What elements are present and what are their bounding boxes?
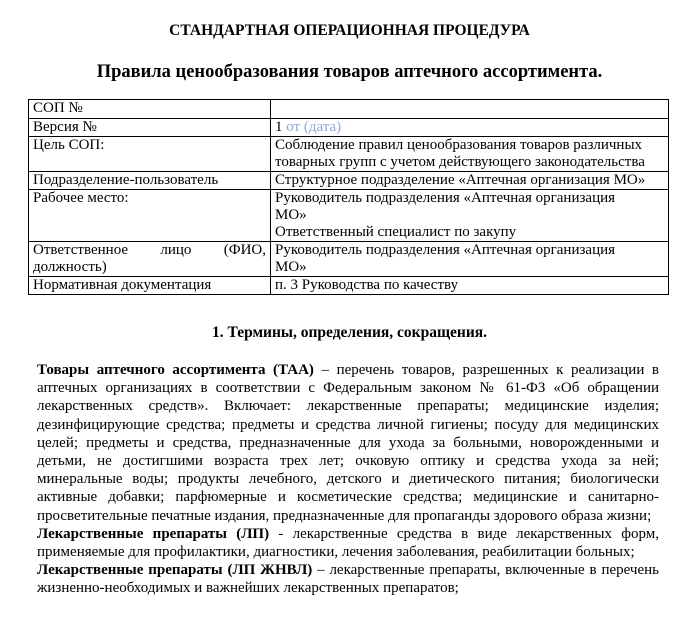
value-line: МО» [275, 259, 307, 275]
value-line: Руководитель подразделения «Аптечная организация [275, 190, 616, 206]
row-value [271, 119, 669, 137]
value-line: товарных групп с учетом действующего законодательства [275, 154, 645, 170]
sop-info-table [28, 99, 669, 295]
row-label [29, 242, 271, 277]
row-value [271, 137, 669, 172]
value-line: МО» [275, 207, 307, 223]
definition-text: - лекарственные средства в виде лекарственных форм, применяемые для профилактики, диагностики, лечения заболевания, реабилитации больных; [37, 525, 660, 561]
version-number: 1 [275, 119, 283, 135]
table-row [29, 277, 669, 295]
row-value [271, 190, 669, 242]
version-date-placeholder: от (дата) [286, 119, 342, 135]
value-line: Ответственный специалист по закупу [275, 224, 517, 240]
row-label: Нормативная документация [29, 277, 271, 295]
row-label: Цель СОП: [29, 137, 271, 172]
row-value [271, 100, 669, 119]
row-value [271, 242, 669, 277]
label-line: должность) [33, 259, 107, 275]
value-line: Руководитель подразделения «Аптечная организация [275, 242, 616, 258]
table-row [29, 100, 669, 119]
definition-text: – лекарственные препараты, включенные в перечень жизненно-необходимых и важнейших лекарственных препаратов; [37, 562, 659, 597]
value-line: Соблюдение правил ценообразования товаров различных [275, 137, 643, 153]
definition-text: – перечень товаров, разрешенных к реализации в аптечных организациях в соответствии с Федеральным законом № 61-ФЗ «Об обращении лекарственных средств». Включает: лекарственные препараты; медицинские изделия; дезинфицирующие средства; предметы и средства личной гигиены; посуду для медицинских целей; предметы и средства, предназначенные для ухода за больными, новорожденными и детьми, не достигшими возраста трех лет; очковую оптику и средства ухода за ней; минеральные воды; продукты лечебного, детского и диетического питания; биологически активные добавки; парфюмерные и косметические средства; медицинские и санитарно-просветительные печатные издания, предназначенные для пропаганды здорового образа жизни; [37, 362, 660, 524]
table-row [29, 190, 669, 242]
definition-paragraph [37, 525, 659, 561]
row-value: Структурное подразделение «Аптечная организация МО» [271, 172, 669, 190]
definition-paragraph [37, 361, 659, 525]
definition-term: Товары аптечного ассортимента (ТАА) [37, 362, 314, 378]
document-subtitle: Правила ценообразования товаров аптечного ассортимента. [96, 62, 603, 82]
row-label: СОП № [29, 100, 271, 119]
definition-term: Лекарственные препараты (ЛП) [37, 525, 270, 542]
row-label: Подразделение-пользователь [29, 172, 271, 190]
table-row [29, 137, 669, 172]
table-row [29, 172, 669, 190]
table-row [29, 119, 669, 137]
document-title: СТАНДАРТНАЯ ОПЕРАЦИОННАЯ ПРОЦЕДУРА [169, 22, 530, 39]
row-value: п. 3 Руководства по качеству [271, 277, 669, 295]
table-row [29, 242, 669, 277]
section-heading: 1. Термины, определения, сокращения. [211, 324, 488, 341]
definition-paragraph [37, 561, 659, 597]
definitions-body [37, 361, 659, 598]
row-label: Рабочее место: [29, 190, 271, 242]
row-label: Версия № [29, 119, 271, 137]
definition-term: Лекарственные препараты (ЛП ЖНВЛ) [37, 562, 313, 579]
label-line: Ответственное лицо (ФИО, [33, 242, 266, 258]
